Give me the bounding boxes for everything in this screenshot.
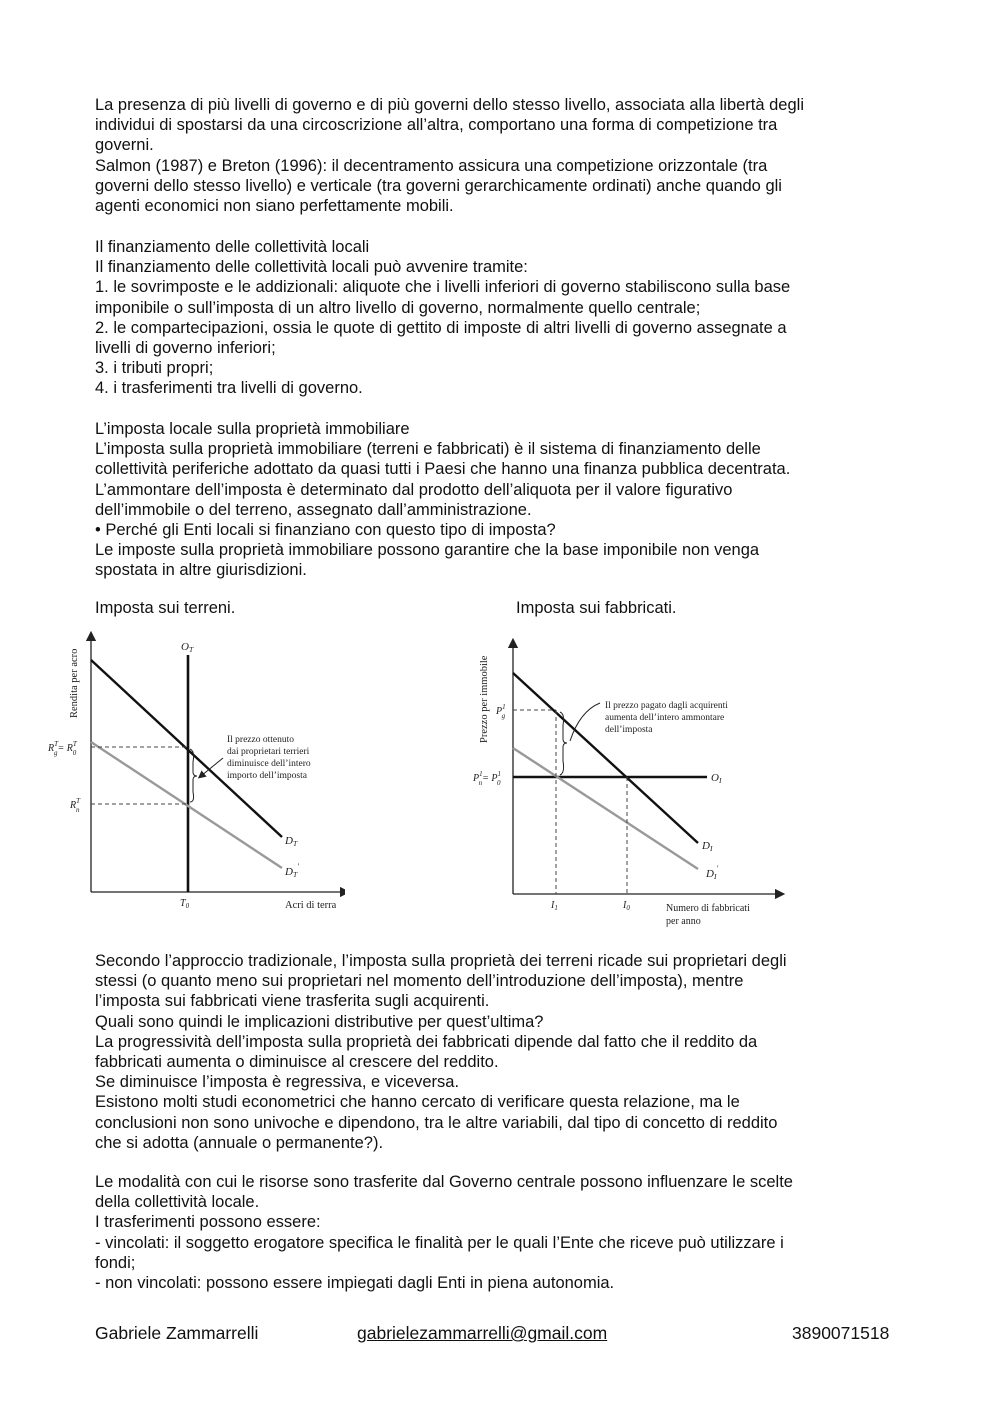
text-line: 4. i trasferimenti tra livelli di governo.	[95, 379, 363, 398]
text-line: collettività periferiche adottato da quasi tutti i Paesi che hanno una finanza pubblica decentrata.	[95, 460, 791, 479]
text-line: - non vincolati: possono essere impiegati dagli Enti in piena autonomia.	[95, 1274, 615, 1293]
tax-note: Il prezzo ottenuto dai proprietari terrieri diminuisce dell’intero importo dell’imposta	[227, 735, 311, 781]
text-line: della collettività locale.	[95, 1193, 260, 1212]
caption-building-tax: Imposta sui fabbricati.	[516, 599, 677, 617]
gross-rent-label: $R^T$ $g= R^T$ 0	[48, 740, 77, 757]
text-line: L’imposta locale sulla proprietà immobiliare	[95, 420, 410, 438]
text-line: Se diminuisce l’imposta è regressiva, e viceversa.	[95, 1073, 460, 1092]
text-line: • Perché gli Enti locali si finanziano con questo tipo di imposta?	[95, 521, 556, 540]
paragraph-property-tax	[95, 419, 915, 581]
y-axis-label: Prezzo per immobile	[479, 655, 490, 743]
text-line: 1. le sovrimposte e le addizionali: aliquote che i livelli inferiori di governo stabiliscono sulla base	[95, 278, 791, 297]
text-line: conclusioni non sono univoche e dipendono, tra le altre variabili, dal tipo di concetto di reddito	[95, 1113, 778, 1132]
text-line: Salmon (1987) e Breton (1996): il decentramento assicura una competizione orizzontale (tra	[95, 156, 768, 175]
text-line: 3. i tributi propri;	[95, 359, 214, 378]
text-line: dell’immobile o del terreno, assegnato dall’amministrazione.	[95, 500, 532, 519]
gross-price-label: $P^1$ g	[496, 703, 506, 720]
net-rent-label: $R^T$ n	[70, 797, 81, 814]
net-price-label: $P^1$ $n= P^1$ 0	[473, 770, 501, 787]
quantity-label: $T_0$	[180, 898, 190, 910]
text-line: 2. le compartecipazioni, ossia le quote di gettito di imposte di altri livelli di governo assegnate a	[95, 318, 787, 337]
text-line: livelli di governo inferiori;	[95, 339, 276, 358]
text-line: Il finanziamento delle collettività locali	[95, 238, 370, 256]
demand-label: DT	[285, 835, 298, 848]
text-line: La presenza di più livelli di governo e di più governi dello stesso livello, associata alla libertà degli	[95, 96, 804, 114]
caption-land-tax: Imposta sui terreni.	[95, 599, 236, 617]
text-line: Il finanziamento delle collettività locali può avvenire tramite:	[95, 258, 528, 277]
text-line: Esistono molti studi econometrici che hanno cercato di verificare questa relazione, ma le	[95, 1093, 740, 1112]
paragraph-transfers	[95, 1172, 915, 1293]
land-tax-diagram	[45, 630, 345, 920]
text-line: spostata in altre giurisdizioni.	[95, 561, 307, 580]
text-line: governi dello stesso livello) e verticale (tra governi gerarchicamente ordinati) anche quando gli	[95, 176, 782, 195]
text-line: fabbricati aumenta o diminuisce al crescere del reddito.	[95, 1053, 499, 1072]
demand-line	[513, 673, 698, 843]
text-line: individui di spostarsi da una circoscrizione all’altra, comportano una forma di competizione tra	[95, 116, 778, 135]
new-quantity-label: $I_1$	[551, 900, 558, 912]
author-phone: 3890071518	[792, 1323, 890, 1343]
demand-after-tax-label: DT'	[285, 862, 299, 879]
tax-note: Il prezzo pagato dagli acquirenti aumenta dell’intero ammontare dell’imposta	[605, 701, 728, 735]
author-name: Gabriele Zammarrelli	[95, 1323, 259, 1343]
text-line: l’imposta sui fabbricati viene trasferita sugli acquirenti.	[95, 992, 490, 1011]
text-line: L’ammontare dell’imposta è determinato dal prodotto dell’aliquota per il valore figurativo	[95, 480, 733, 499]
supply-label: OT	[181, 641, 194, 654]
text-line: governi.	[95, 136, 154, 155]
author-email-link[interactable]: gabrielezammarrelli@gmail.com	[357, 1323, 608, 1343]
original-quantity-label: $I_0$	[623, 900, 630, 912]
building-tax-diagram	[470, 635, 790, 930]
demand-after-tax-line	[513, 748, 698, 869]
text-line: agenti economici non siano perfettamente mobili.	[95, 197, 454, 216]
x-axis-label: Numero di fabbricati per anno	[666, 903, 750, 927]
text-line: Quali sono quindi le implicazioni distributive per quest’ultima?	[95, 1012, 544, 1031]
text-line: che si adotta (annuale o permanente?).	[95, 1133, 384, 1152]
text-line: fondi;	[95, 1253, 136, 1272]
text-line: Le modalità con cui le risorse sono trasferite dal Governo centrale possono influenzare le scelte	[95, 1173, 793, 1191]
text-line: stessi (o quanto meno sui proprietari nel momento dell’introduzione dell’imposta), mentre	[95, 972, 744, 991]
text-line: La progressività dell’imposta sulla proprietà dei fabbricati dipende dal fatto che il reddito da	[95, 1032, 758, 1051]
text-line: L’imposta sulla proprietà immobiliare (terreni e fabbricati) è il sistema di finanziamento delle	[95, 440, 761, 459]
text-line: I trasferimenti possono essere:	[95, 1213, 321, 1232]
paragraph-financing	[95, 237, 915, 399]
demand-after-tax-label: DI'	[706, 864, 719, 881]
paragraph-competition	[95, 95, 915, 216]
supply-label: OI	[711, 772, 722, 785]
paragraph-traditional-approach	[95, 951, 915, 1153]
x-axis-label: Acri di terra	[285, 900, 337, 911]
text-line: Le imposte sulla proprietà immobiliare possono garantire che la base imponibile non venga	[95, 541, 760, 560]
y-axis-label: Rendita per acro	[69, 648, 80, 718]
text-line: imponibile o sull’imposta di un altro livello di governo, normalmente quello centrale;	[95, 298, 701, 317]
demand-label: DI	[702, 840, 713, 853]
text-line: Secondo l’approccio tradizionale, l’imposta sulla proprietà dei terreni ricade sui proprietari degli	[95, 952, 787, 970]
text-line: - vincolati: il soggetto erogatore specifica le finalità per le quali l’Ente che riceve può utilizzare i	[95, 1233, 784, 1252]
note-pointer	[570, 703, 600, 741]
